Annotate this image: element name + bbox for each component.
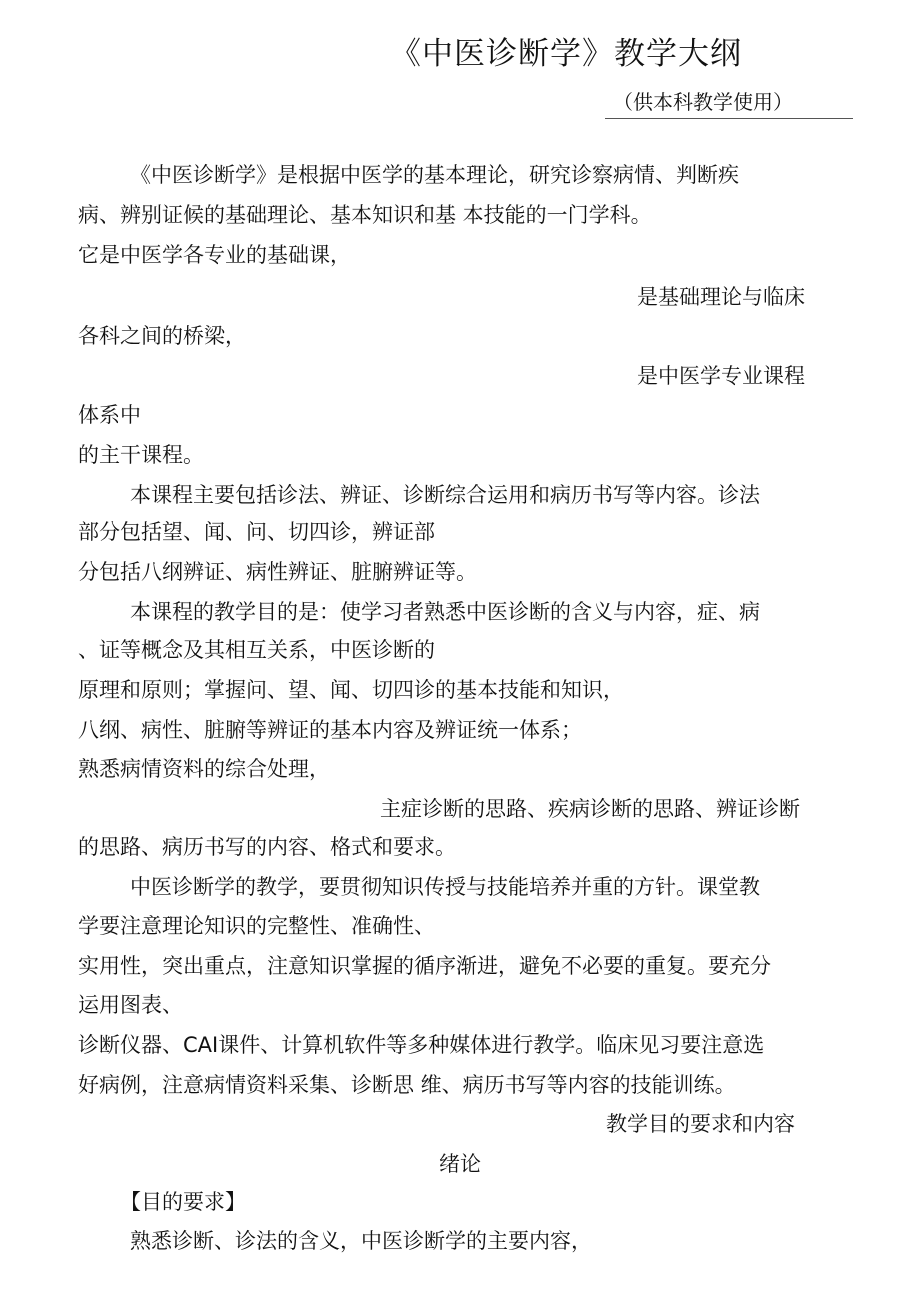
requirements-label: 【目的要求】 [120, 1190, 246, 1214]
body-line: 体系中 [78, 403, 141, 427]
body-line: 、证等概念及其相互关系，中医诊断的 [78, 638, 435, 662]
section-heading: 教学目的要求和内容 [606, 1112, 795, 1136]
body-line: 原理和原则；掌握问、望、闻、切四诊的基本技能和知识， [78, 678, 624, 702]
body-line: 部分包括望、闻、问、切四诊，辨证部 [78, 520, 435, 544]
body-line: 《中医诊断学》是根据中医学的基本理论，研究诊察病情、判断疾 [130, 163, 739, 187]
body-line: 是基础理论与临床 [637, 285, 805, 309]
body-line: 的主干课程。 [78, 443, 204, 467]
body-line: 学要注意理论知识的完整性、准确性、 [78, 914, 435, 938]
body-line: 它是中医学各专业的基础课， [78, 243, 351, 267]
document-title: 《中医诊断学》教学大纲 [390, 36, 742, 72]
body-line: 的思路、病历书写的内容、格式和要求。 [78, 835, 456, 859]
body-line: 诊断仪器、CAI课件、计算机软件等多种媒体进行教学。临床见习要注意选 [78, 1033, 765, 1057]
body-line: 运用图表、 [78, 993, 183, 1017]
chapter-title: 绪论 [439, 1152, 481, 1176]
body-line: 中医诊断学的教学，要贯彻知识传授与技能培养并重的方针。课堂教 [130, 875, 760, 899]
body-line: 主症诊断的思路、疾病诊断的思路、辨证诊断 [380, 797, 800, 821]
requirements-text: 熟悉诊断、诊法的含义，中医诊断学的主要内容， [130, 1229, 592, 1253]
body-line: 八纲、病性、脏腑等辨证的基本内容及辨证统一体系； [78, 718, 582, 742]
body-line: 熟悉病情资料的综合处理， [78, 757, 330, 781]
body-line: 好病例，注意病情资料采集、诊断思 维、病历书写等内容的技能训练。 [78, 1073, 736, 1097]
body-line: 是中医学专业课程 [637, 364, 805, 388]
body-line: 本课程的教学目的是：使学习者熟悉中医诊断的含义与内容，症、病 [130, 600, 760, 624]
body-line: 分包括八纲辨证、病性辨证、脏腑辨证等。 [78, 560, 477, 584]
document-subtitle: （供本科教学使用） [605, 86, 853, 119]
body-line: 本课程主要包括诊法、辨证、诊断综合运用和病历书写等内容。诊法 [130, 483, 760, 507]
body-line: 病、辨别证候的基础理论、基本知识和基 本技能的一门学科。 [78, 203, 652, 227]
body-line: 实用性，突出重点，注意知识掌握的循序渐进，避免不必要的重复。要充分 [78, 954, 771, 978]
body-line: 各科之间的桥梁， [78, 324, 246, 348]
